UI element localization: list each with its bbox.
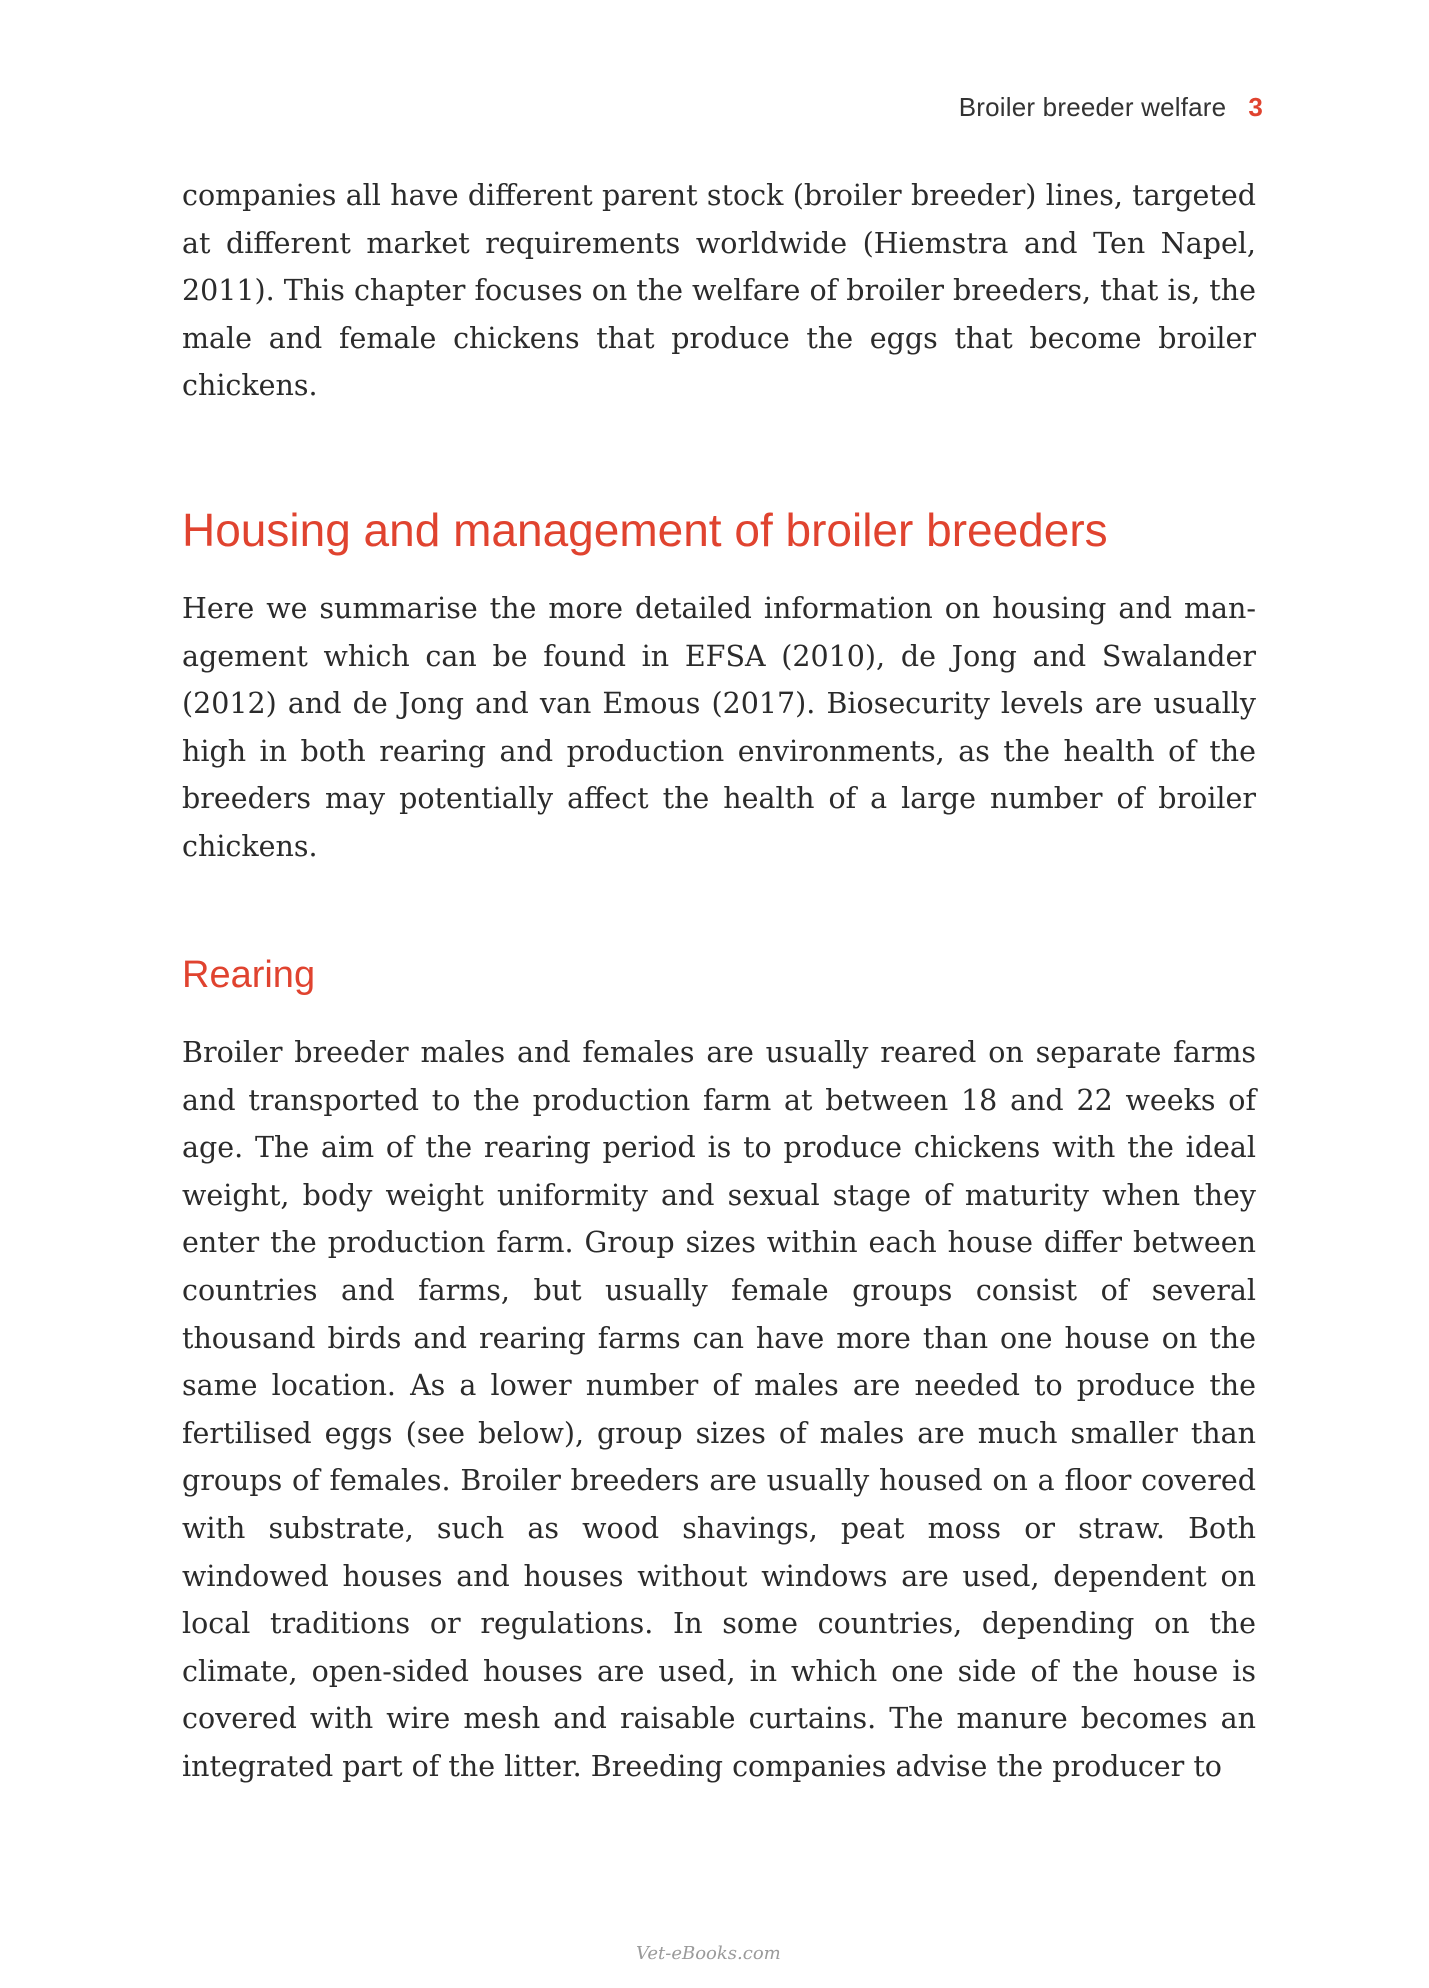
housing-paragraph: Here we summarise the more detailed information on housing and management which can be found in EFSA (2010), de Jong and Swalander (2012) and de Jong and van Emous (2017). Biosecurity levels are usually high in both rearing and production environments, as the health of the breeders may potentially affect the health of a large number of broiler chickens. (182, 592, 1256, 863)
section-heading: Housing and management of broiler breeders (182, 504, 1108, 556)
page-number: 3 (1248, 92, 1263, 122)
watermark-logo: Vet-eBooks.com (636, 1943, 781, 1964)
intro-paragraph: companies all have different parent stock (broiler breeder) lines, targeted at different market requirements worldwide (Hiemstra and Ten Napel, 2011). This chapter focuses on the welfare of broiler breeders, that is, the male and female chickens that produce the eggs that become broiler chickens. (182, 179, 1256, 403)
running-title: Broiler breeder welfare (958, 92, 1227, 122)
subsection-heading: Rearing (182, 954, 316, 996)
rearing-paragraph: Broiler breeder males and females are usually reared on separate farms and transported to the production farm at between 18 and 22 weeks of age. The aim of the rearing period is to produce chickens with the ideal weight, body weight uniformity and sexual stage of maturity when they enter the production farm. Group sizes within each house differ between countries and farms, but usually female groups consist of several thousand birds and rearing farms can have more than one house on the same location. As a lower number of males are needed to produce the fertilised eggs (see below), group sizes of males are much smaller than groups of females. Broiler breeders are usually housed on a floor covered with substrate, such as wood shavings, peat moss or straw. Both windowed houses and houses without windows are used, dependent on local traditions or regulations. In some countries, depending on the climate, open-sided houses are used, in which one side of the house is covered with wire mesh and raisable curtains. The manure becomes an integrated part of the litter. Breeding companies advise the producer to (182, 1036, 1256, 1783)
running-header (959, 92, 1263, 123)
